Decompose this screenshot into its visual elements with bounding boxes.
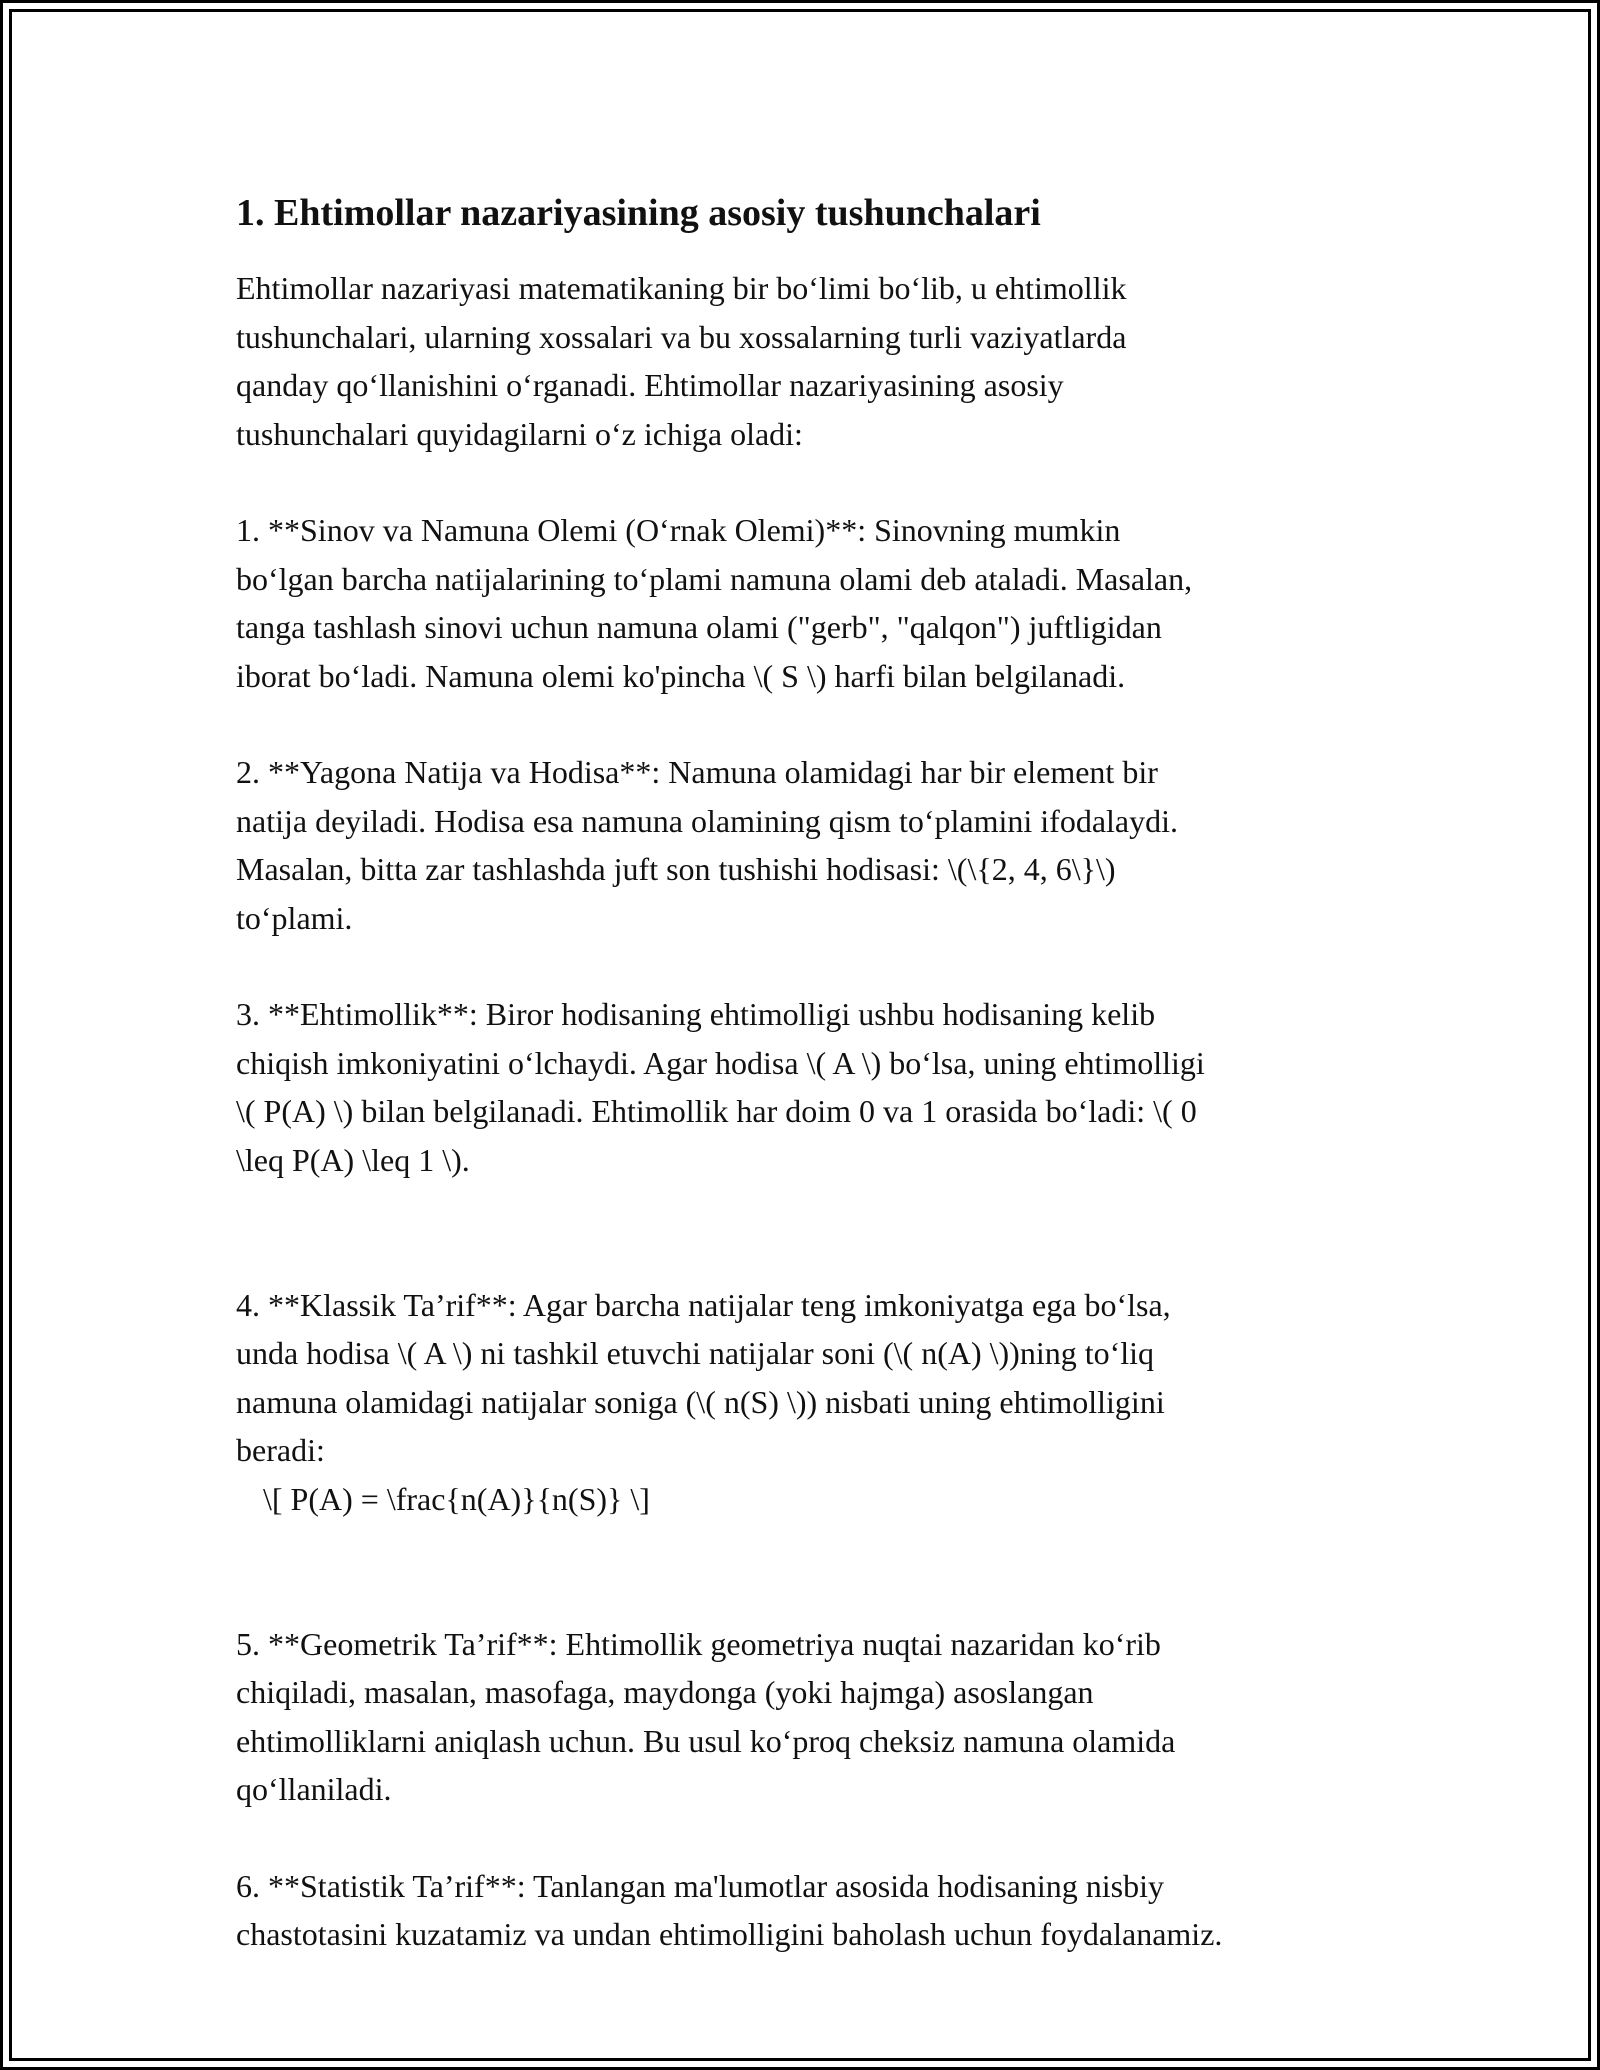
classical-formula: \[ P(A) = \frac{n(A)}{n(S)} \]: [263, 1480, 650, 1517]
document-title: 1. Ehtimollar nazariyasining asosiy tushunchalari: [236, 192, 1041, 234]
list-item-geometric-definition: 5. **Geometrik Ta’rif**: Ehtimollik geometriya nuqtai nazaridan ko‘rib chiqiladi, masalan, masofaga, maydonga (yoki hajmga) asoslangan ehtimolliklarni aniqlash uchun. Bu usul ko‘proq cheksiz namuna olamida qo‘llaniladi.: [236, 1625, 1176, 1807]
list-item-statistical-definition: 6. **Statistik Ta’rif**: Tanlangan ma'lumotlar asosida hodisaning nisbiy chastotasini kuzatamiz va undan ehtimolligini baholash uchun foydalanamiz.: [236, 1867, 1223, 1952]
classical-definition-text: 4. **Klassik Ta’rif**: Agar barcha natijalar teng imkoniyatga ega bo‘lsa, unda hodisa \( A \) ni tashkil etuvchi natijalar soni (\( n(A) \))ning to‘liq namuna olamidagi natijalar soniga (\( n(S) \)) nisbati uning ehtimolligini beradi:: [236, 1286, 1171, 1468]
list-item-outcome-event: 2. **Yagona Natija va Hodisa**: Namuna olamidagi har bir element bir natija deyiladi. Hodisa esa namuna olamining qism to‘plamini ifodalaydi. Masalan, bitta zar tashlashda juft son tushishi hodisasi: \(\{2, 4, 6\}\) to‘plami.: [236, 754, 1179, 936]
list-item-classical-definition: [236, 1232, 1386, 1572]
document-body: [236, 186, 1386, 2007]
list-item-probability: 3. **Ehtimollik**: Biror hodisaning ehtimolligi ushbu hodisaning kelib chiqish imkoniyatini o‘lchaydi. Agar hodisa \( A \) bo‘lsa, uning ehtimolligi \( P(A) \) bilan belgilanadi. Ehtimollik har doim 0 va 1 orasida bo‘ladi: \( 0 \leq P(A) \leq 1 \).: [236, 996, 1205, 1178]
intro-paragraph: Ehtimollar nazariyasi matematikaning bir bo‘limi bo‘lib, u ehtimollik tushunchalari, ularning xossalari va bu xossalarning turli vaziyatlarda qanday qo‘llanishini o‘rganadi. Ehtimollar nazariyasining asosiy tushunchalari quyidagilarni o‘z ichiga oladi:: [236, 270, 1127, 452]
list-item-sample-space: 1. **Sinov va Namuna Olemi (O‘rnak Olemi)**: Sinovning mumkin bo‘lgan barcha natijalarining to‘plami namuna olami deb ataladi. Masalan, tanga tashlash sinovi uchun namuna olami ("gerb", "qalqon") juftligidan iborat bo‘ladi. Namuna olemi ko'pincha \( S \) harfi bilan belgilanadi.: [236, 512, 1193, 694]
